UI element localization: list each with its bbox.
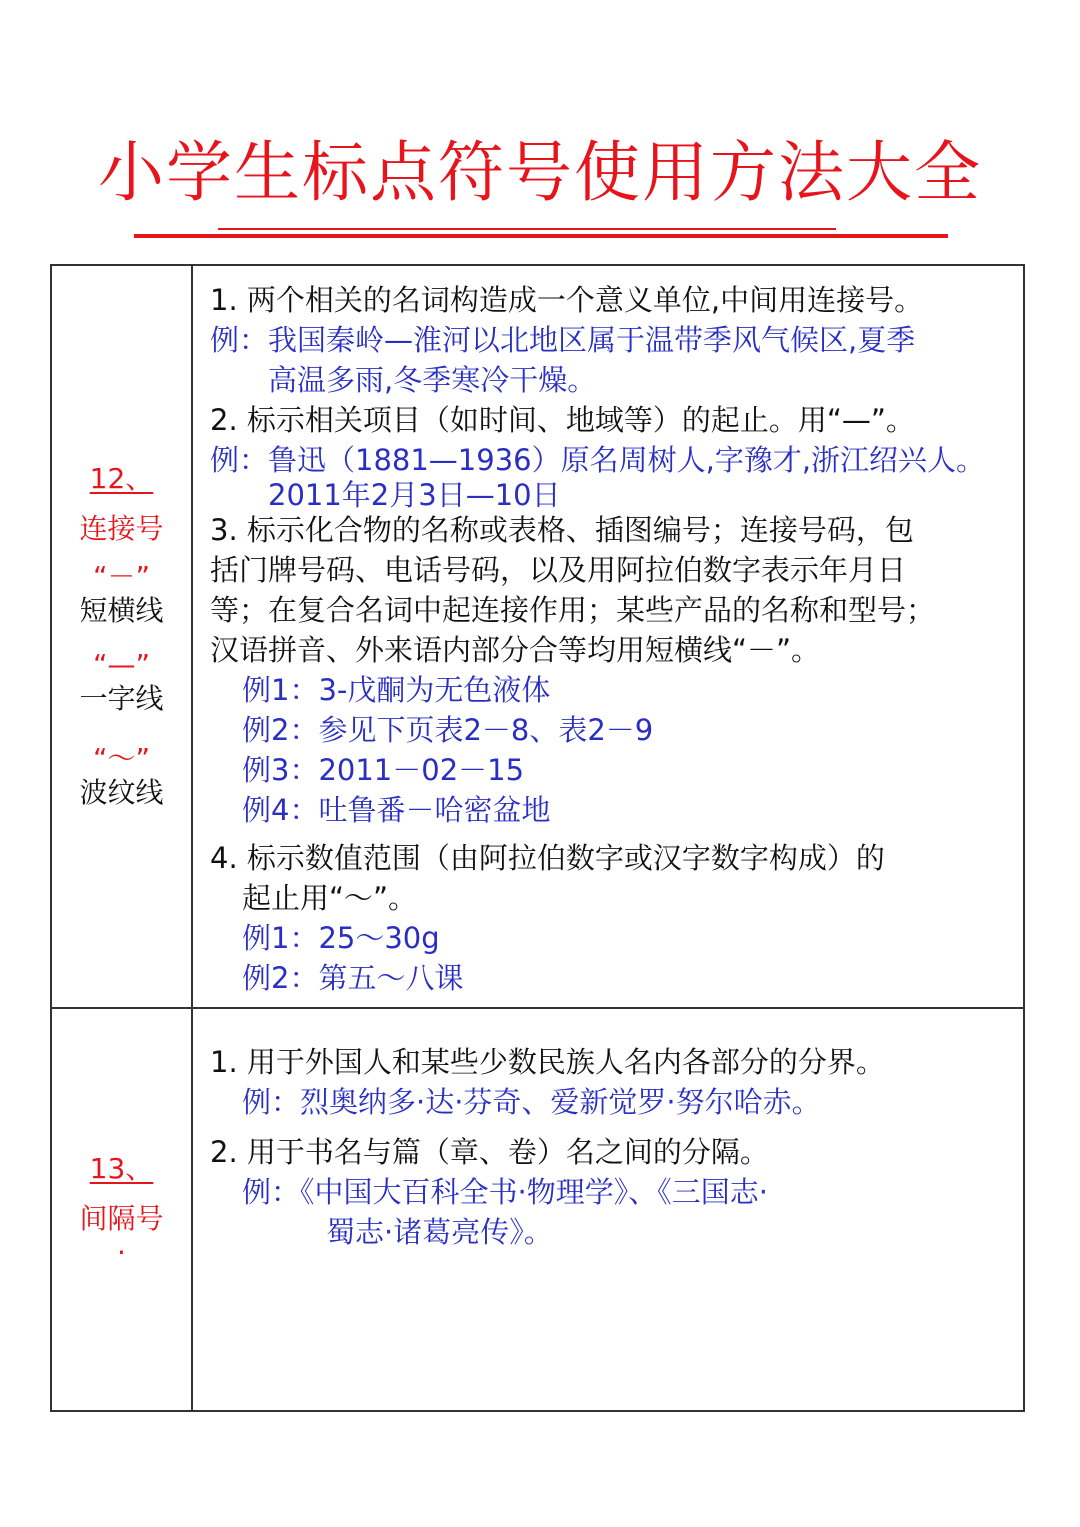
mark-wave-dash: “～” bbox=[92, 742, 150, 775]
example-line: 2011年2月3日—10日 bbox=[268, 478, 561, 512]
rule-line: 3. 标示化合物的名称或表格、插图编号；连接号码，包 bbox=[210, 513, 914, 547]
section-name: 连接号 bbox=[79, 512, 164, 545]
section-13-content bbox=[210, 1042, 1018, 1252]
section-name: 间隔号 bbox=[79, 1202, 164, 1235]
punctuation-table bbox=[50, 264, 1025, 1412]
mark-em-dash-desc: 一字线 bbox=[79, 682, 164, 715]
example-line: 例3：2011－02－15 bbox=[242, 753, 525, 787]
rule-line: 括门牌号码、电话号码，以及用阿拉伯数字表示年月日 bbox=[210, 553, 907, 587]
mark-wave-dash-desc: 波纹线 bbox=[79, 776, 164, 809]
page-title: 小学生标点符号使用方法大全 bbox=[98, 134, 982, 211]
mark-interpunct: · bbox=[117, 1236, 126, 1269]
mark-em-dash: “—” bbox=[92, 648, 150, 681]
example-line: 例1：25～30g bbox=[242, 921, 440, 955]
example-line: 例1：3-戊酮为无色液体 bbox=[242, 673, 551, 707]
example-line: 例：鲁迅（1881—1936）原名周树人,字豫才,浙江绍兴人。 bbox=[210, 443, 986, 477]
title-underline-thin bbox=[218, 228, 836, 230]
rule-line: 等；在复合名词中起连接作用；某些产品的名称和型号； bbox=[210, 593, 936, 627]
section-13-label bbox=[52, 1152, 191, 1270]
mark-short-dash: “－” bbox=[92, 560, 150, 593]
section-number: 12、 bbox=[89, 462, 154, 495]
example-line: 例：烈奥纳多·达·芬奇、爱新觉罗·努尔哈赤。 bbox=[242, 1085, 821, 1119]
example-line: 例4：吐鲁番－哈密盆地 bbox=[242, 793, 551, 827]
rule-line: 2. 标示相关项目（如时间、地域等）的起止。用“—”。 bbox=[210, 403, 915, 437]
rule-line: 2. 用于书名与篇（章、卷）名之间的分隔。 bbox=[210, 1135, 769, 1169]
rule-line: 起止用“～”。 bbox=[242, 881, 418, 915]
example-line: 例2：第五～八课 bbox=[242, 961, 464, 995]
example-line: 高温多雨,冬季寒冷干燥。 bbox=[268, 363, 597, 397]
section-number: 13、 bbox=[89, 1152, 154, 1185]
section-12-label bbox=[52, 462, 191, 810]
example-line: 例：《中国大百科全书·物理学》、《三国志· bbox=[242, 1175, 768, 1209]
mark-short-dash-desc: 短横线 bbox=[79, 594, 164, 627]
rule-line: 汉语拼音、外来语内部分合等均用短横线“－”。 bbox=[210, 633, 821, 667]
rule-line: 1. 用于外国人和某些少数民族人名内各部分的分界。 bbox=[210, 1045, 885, 1079]
column-divider bbox=[191, 266, 193, 1410]
section-12-content bbox=[210, 280, 1018, 998]
example-line: 例2：参见下页表2－8、表2－9 bbox=[242, 713, 654, 747]
rule-line: 1. 两个相关的名词构造成一个意义单位,中间用连接号。 bbox=[210, 283, 924, 317]
example-line: 例：我国秦岭—淮河以北地区属于温带季风气候区,夏季 bbox=[210, 323, 916, 357]
example-line: 蜀志·诸葛亮传》。 bbox=[326, 1215, 553, 1249]
title-underline-thick bbox=[134, 234, 948, 238]
rule-line: 4. 标示数值范围（由阿拉伯数字或汉字数字构成）的 bbox=[210, 841, 885, 875]
row-divider bbox=[52, 1007, 1023, 1009]
